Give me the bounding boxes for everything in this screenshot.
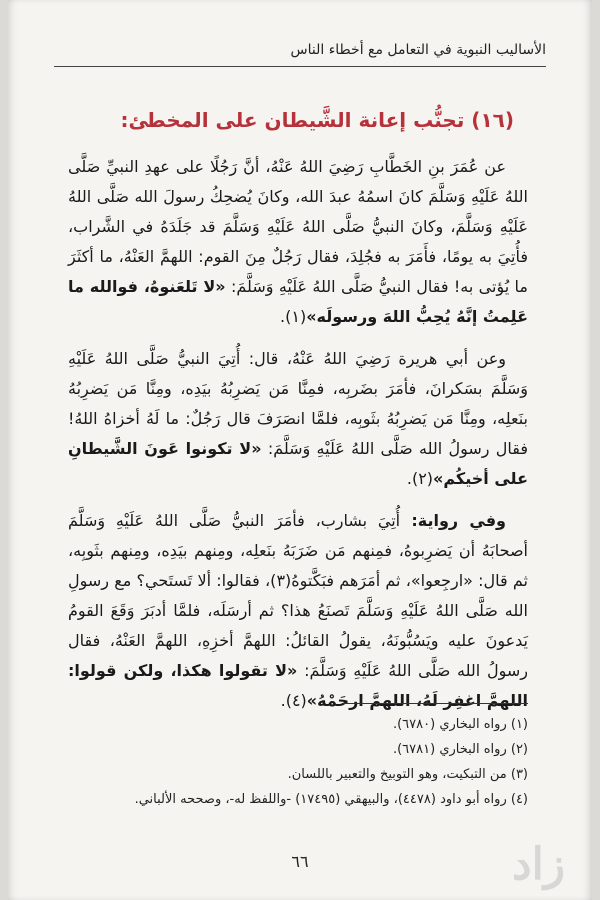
paragraph-3-hadith: «لا تقولوا هكذا، ولكن قولوا: اللهمَّ اغفِر لَهُ، اللهمَّ ارحَمْهُ» (68, 661, 528, 710)
paragraph-2-text: وعن أبي هريرة رَضِيَ اللهُ عَنْهُ، قال: أُتِيَ النبيُّ صَلَّى اللهُ عَلَيْهِ وَسَلَّمَ بسَكرانَ، فأمَرَ بضَربِه، فمِنَّا مَن يَضرِبُهُ بيَدِه، ومِنَّا مَن يَضرِبُهُ بنَعلِه، ومِنَّا مَن يَضرِبُهُ بثَوبِه، فلمَّا انصَرَفَ قال رَجُلٌ: ما لَهُ أخزاهُ اللهُ! فقال رسولُ الله صَلَّى اللهُ عَلَيْهِ وَسَلَّمَ: (68, 349, 528, 458)
paragraph-2-footnote-ref: (٢). (406, 469, 434, 488)
footnote-1: (١) رواه البخاري (٦٧٨٠). (392, 717, 528, 732)
section-heading: (١٦) تجنُّب إعانة الشَّيطان على المخطئ: (120, 108, 514, 132)
footnote-divider (343, 703, 528, 704)
paragraph-3-lead: وفي رواية: (400, 511, 507, 530)
footnote-4: (٤) رواه أبو داود (٤٤٧٨)، والبيهقي (١٧٤٩٥) -واللفظ له-، وصححه الألباني. (134, 792, 528, 807)
paragraph-2-hadith: «لا تكونوا عَونَ الشَّيطانِ على أخيكُم» (68, 439, 528, 488)
footnote-2: (٢) رواه البخاري (٦٧٨١). (392, 742, 528, 757)
footnote-3: (٣) من التبكيت، وهو التوبيخ والتعبير باللسان. (287, 767, 528, 782)
watermark-logo: زاد (512, 839, 566, 890)
book-page (8, 0, 592, 900)
paragraph-1-footnote-ref: (١). (280, 307, 307, 326)
paragraph-3 (68, 506, 528, 716)
paragraph-3-text: أُتِيَ بشارب، فأمَرَ النبيُّ صَلَّى اللهُ عَلَيْهِ وَسَلَّمَ أصحابَهُ أن يَضرِبوهُ، فمِنهم مَن ضَرَبَهُ بنَعلِه، ومِنهم بيَدِه، ومِنهم بثَوبِه، ثم قال: «ارجِعوا»، ثم أمَرَهم فبَكَّتوهُ(٣)، فقالوا: ألا تَستَحي؟ مع رسولِ الله صَلَّى اللهُ عَلَيْهِ وَسَلَّمَ تَصنَعُ هذا؟ ثم أرسَلَه، فلمَّا أدبَرَ وَقَعَ القومُ يَدعونَ عليه ويَسُبُّونَهُ، يقولُ القائلُ: اللهمَّ أخزِهِ، اللهمَّ العَنْهُ، فقال رسولُ الله صَلَّى اللهُ عَلَيْهِ وَسَلَّمَ: (68, 511, 528, 680)
paragraph-2 (68, 344, 528, 494)
paragraph-1 (68, 152, 528, 332)
running-header: الأساليب النبوية في التعامل مع أخطاء الناس (54, 42, 546, 67)
paragraph-3-footnote-ref: (٤). (280, 691, 307, 710)
page-number: ٦٦ (291, 852, 309, 871)
paragraph-1-hadith: «لا تَلعَنوهُ، فوالله ما عَلِمتُ إنَّهُ يُحِبُّ اللهَ ورسولَه» (68, 277, 528, 326)
footnotes (68, 712, 528, 812)
body-text (68, 152, 528, 728)
paragraph-1-text: عن عُمَرَ بنِ الخَطَّابِ رَضِيَ اللهُ عَنْهُ، أنَّ رَجُلًا على عهدِ النبيِّ صَلَّى اللهُ عَلَيْهِ وَسَلَّمَ كانَ اسمُهُ عبدَ الله، وكانَ يُضحِكُ رسولَ الله صَلَّى اللهُ عَلَيْهِ وَسَلَّمَ، وكانَ النبيُّ صَلَّى اللهُ عَلَيْهِ وَسَلَّمَ قد جَلَدَهُ في الشَّراب، فأُتِيَ به يومًا، فأَمَرَ به فجُلِدَ، فقال رَجُلٌ مِنَ القوم: اللهمَّ العَنْهُ، ما أكثَرَ ما يُؤتى به! فقال النبيُّ صَلَّى اللهُ عَلَيْهِ وَسَلَّمَ: (68, 157, 528, 296)
